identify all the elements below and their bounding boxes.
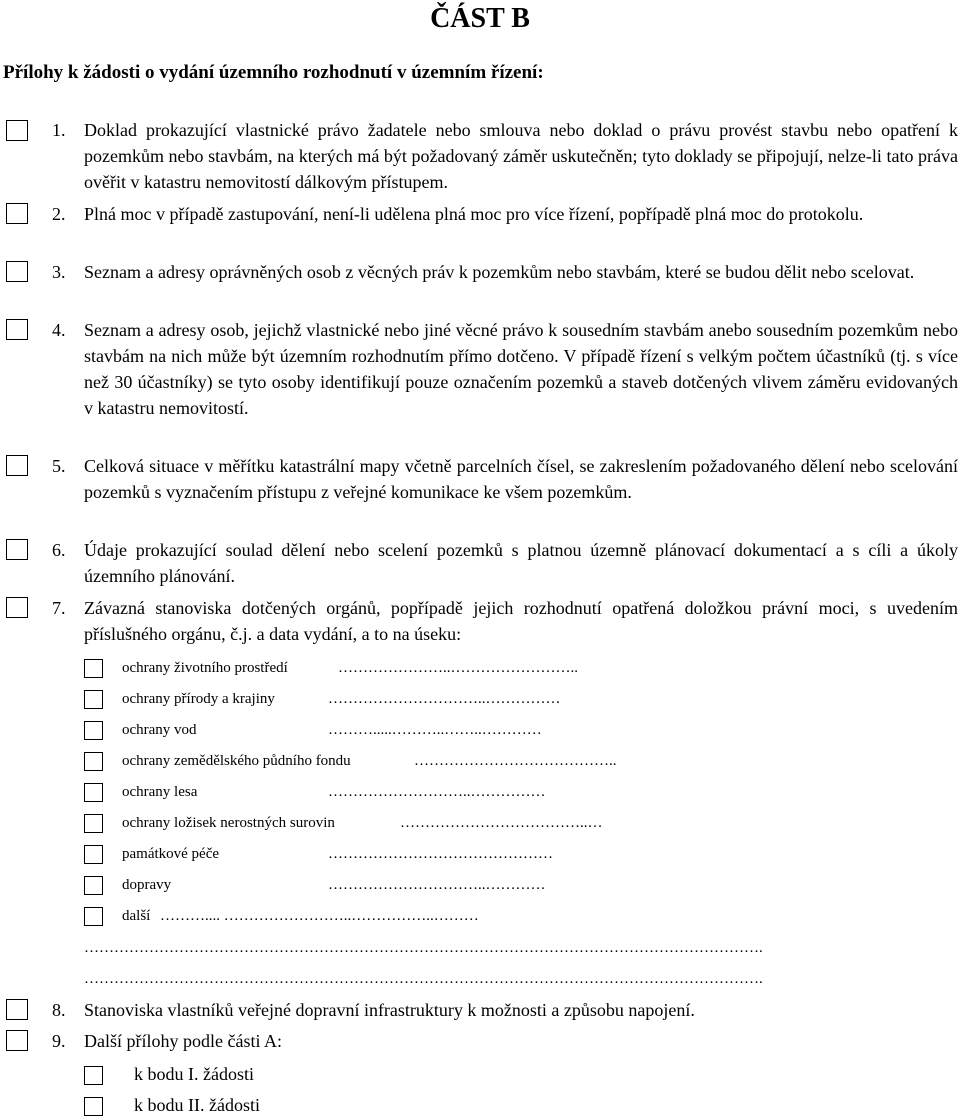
item-number: 1.: [52, 120, 66, 140]
checkbox[interactable]: [84, 907, 103, 926]
item-text: Stanoviska vlastníků veřejné dopravní infrastruktury k možnosti a způsobu napojení.: [84, 1000, 695, 1020]
protection-label: dopravy: [122, 877, 172, 893]
protection-label: památkové péče: [122, 846, 220, 862]
fill-dots: …………………………..……………: [328, 691, 561, 707]
section-subtitle: Přílohy k žádosti o vydání územního rozhodnutí v územním řízení:: [3, 62, 544, 83]
protection-label: ochrany lesa: [122, 784, 198, 800]
checkbox[interactable]: [6, 999, 28, 1020]
fill-dots: ……….... ……………………..……………..………: [160, 908, 479, 924]
item-text: Seznam a adresy osob, jejichž vlastnické nebo jiné věcné právo k sousedním stavbám anebo sousedním pozemkům nebo stavbám na nich může být územním rozhodnutím přímo dotčeno. V případě řízení s velkým počtem účastníků (tj. s více než 30 účastníky) se tyto osoby identifikují pouze označením pozemků a staveb dotčených vlivem záměru evidovaných v katastru nemovitostí.: [84, 320, 958, 418]
part-a-label: k bodu II. žádosti: [134, 1095, 260, 1115]
protection-label: ochrany ložisek nerostných surovin: [122, 815, 335, 831]
protection-label: ochrany přírody a krajiny: [122, 691, 275, 707]
item-text: Údaje prokazující soulad dělení nebo scelení pozemků s platnou územně plánovací dokumentací a s cíli a úkoly územního plánování.: [84, 540, 958, 586]
protection-label: ochrany zemědělského půdního fondu: [122, 753, 351, 769]
item-text: Plná moc v případě zastupování, není-li udělena plná moc pro více řízení, popřípadě plná moc do protokolu.: [84, 204, 864, 224]
checkbox[interactable]: [84, 1097, 103, 1116]
fill-line: ……………………………………………………………………………………………………………………….: [84, 940, 763, 956]
checkbox[interactable]: [6, 1030, 28, 1051]
fill-dots: …………………..……………………..: [338, 660, 578, 676]
item-text: Další přílohy podle části A:: [84, 1031, 282, 1051]
item-number: 8.: [52, 1000, 66, 1020]
checkbox[interactable]: [6, 539, 28, 560]
item-text: Doklad prokazující vlastnické právo žadatele nebo smlouva nebo doklad o právu provést stavbu nebo opatření k pozemkům nebo stavbám, na kterých má být požadovaný záměr uskutečněn; tyto doklady se připojují, nelze-li tato práva ověřit v katastru nemovitostí dálkovým přístupem.: [84, 120, 958, 192]
protection-label: ochrany vod: [122, 722, 197, 738]
checkbox[interactable]: [84, 721, 103, 740]
checkbox[interactable]: [6, 120, 28, 141]
checkbox[interactable]: [6, 319, 28, 340]
checkbox[interactable]: [84, 659, 103, 678]
item-number: 4.: [52, 320, 66, 340]
item-text: Celková situace v měřítku katastrální mapy včetně parcelních čísel, se zakreslením požadovaného dělení nebo scelování pozemků s vyznačením přístupu z veřejné komunikace ke všem pozemkům.: [84, 456, 958, 502]
part-a-label: k bodu I. žádosti: [134, 1064, 254, 1084]
item-text: Závazná stanoviska dotčených orgánů, popřípadě jejich rozhodnutí opatřená doložkou právní moci, s uvedením příslušného orgánu, č.j. a data vydání, a to na úseku:: [84, 598, 958, 644]
protection-label: další: [122, 908, 151, 924]
checkbox[interactable]: [6, 597, 28, 618]
fill-dots: …………………………………..: [414, 753, 617, 769]
fill-line: ……………………………………………………………………………………………………………………….: [84, 971, 763, 987]
item-number: 2.: [52, 204, 66, 224]
checkbox[interactable]: [84, 783, 103, 802]
checkbox[interactable]: [84, 752, 103, 771]
checkbox[interactable]: [6, 203, 28, 224]
fill-dots: ………………………………………: [328, 846, 553, 862]
item-number: 6.: [52, 540, 66, 560]
item-number: 9.: [52, 1031, 66, 1051]
item-number: 3.: [52, 262, 66, 282]
fill-dots: ……….....………..……..…………: [328, 722, 542, 738]
page-title: ČÁST B: [430, 3, 530, 34]
checkbox[interactable]: [84, 876, 103, 895]
checkbox[interactable]: [84, 814, 103, 833]
checkbox[interactable]: [84, 690, 103, 709]
checkbox[interactable]: [6, 261, 28, 282]
fill-dots: ………………………..……………: [328, 784, 546, 800]
item-text: Seznam a adresy oprávněných osob z věcných práv k pozemkům nebo stavbám, které se budou dělit nebo scelovat.: [84, 262, 915, 282]
item-number: 7.: [52, 598, 66, 618]
checkbox[interactable]: [6, 455, 28, 476]
checkbox[interactable]: [84, 1066, 103, 1085]
checkbox[interactable]: [84, 845, 103, 864]
fill-dots: …………………………..…………: [328, 877, 546, 893]
fill-dots: ………………………………..…: [400, 815, 603, 831]
item-number: 5.: [52, 456, 66, 476]
protection-label: ochrany životního prostředí: [122, 660, 288, 676]
